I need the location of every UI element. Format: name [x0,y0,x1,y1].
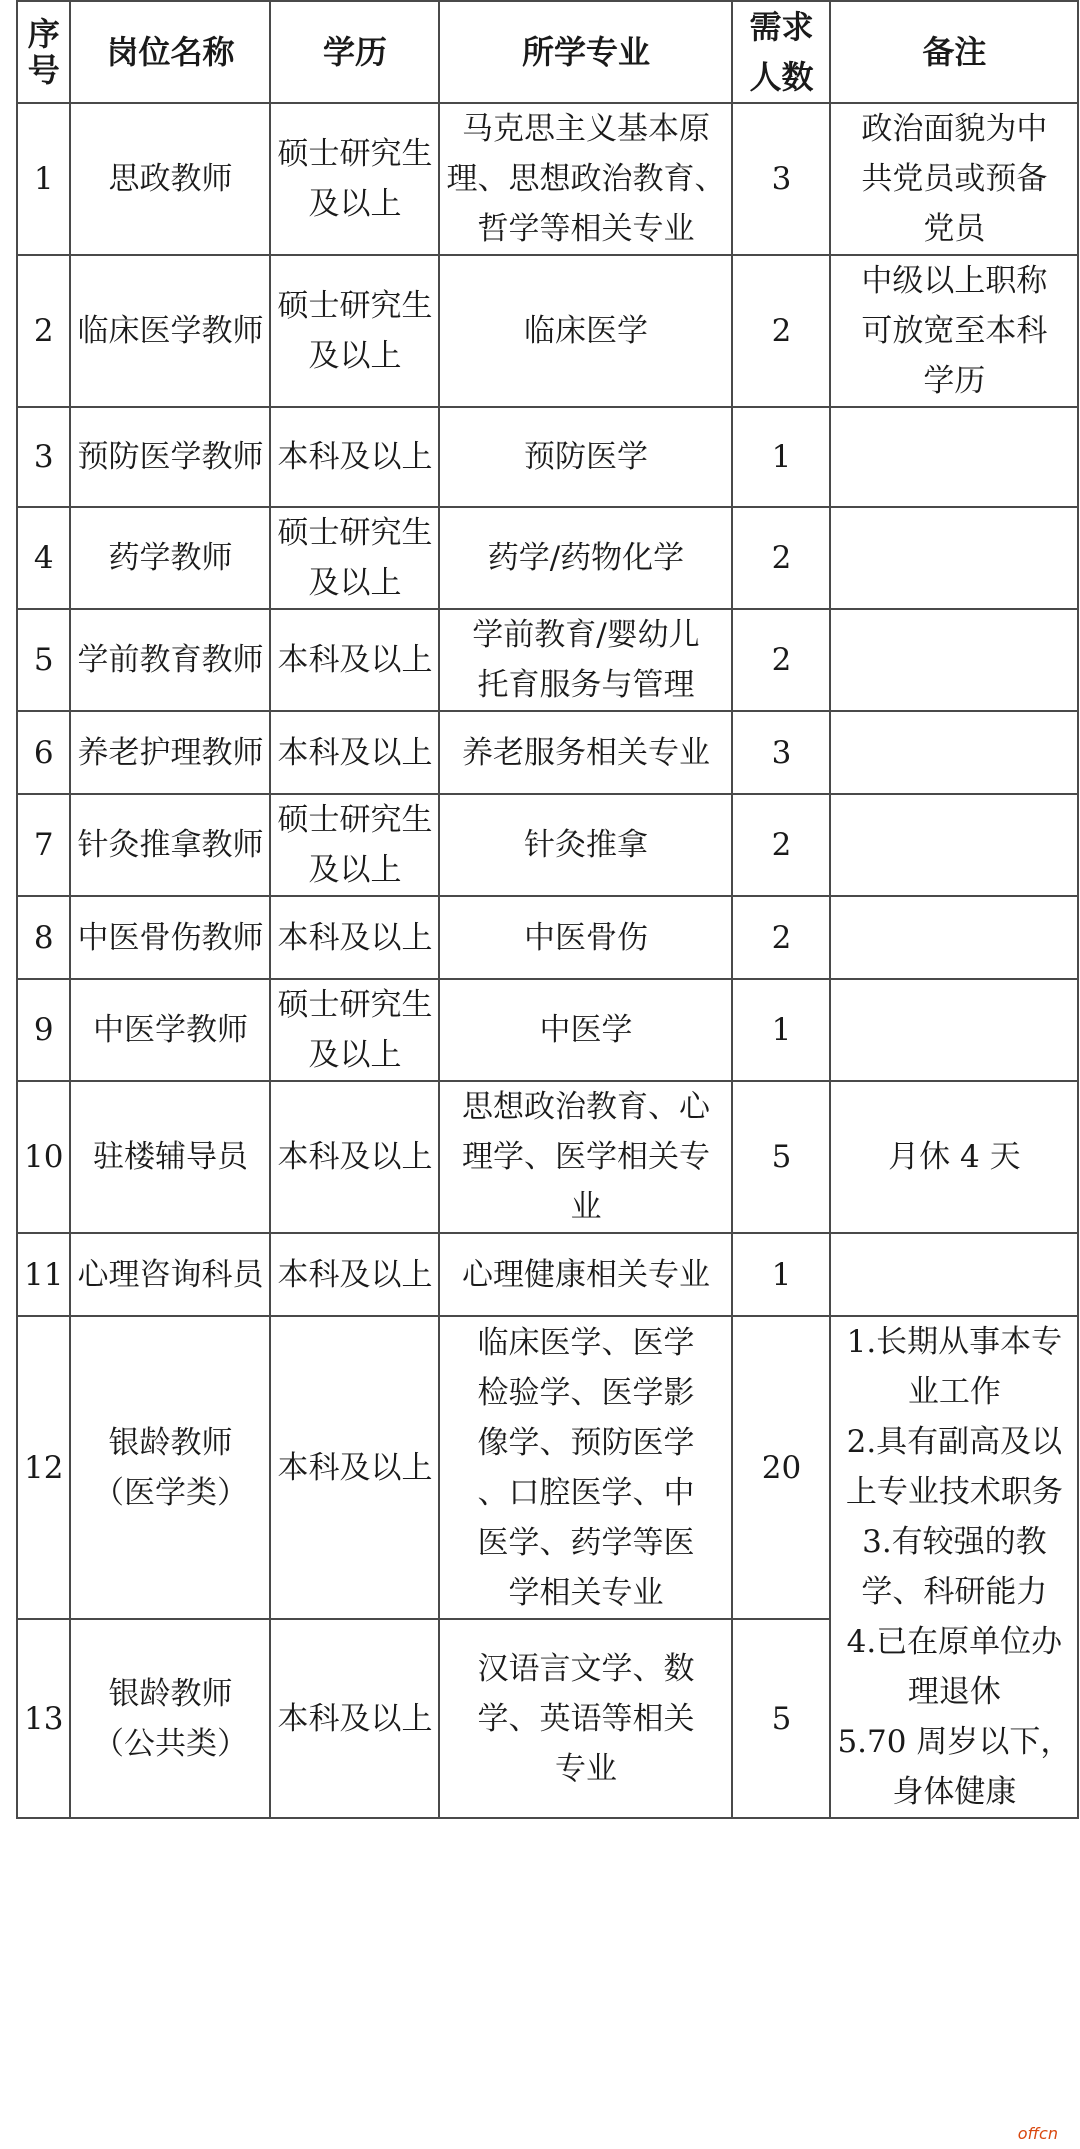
table-row [17,794,1078,896]
cell-position-line: 中医骨伤教师 [77,919,264,956]
cell-position [70,1233,270,1316]
cell-position-line: 银龄教师 [108,1424,233,1461]
cell-education [270,979,439,1081]
cell-count: 2 [732,609,830,711]
table-row [17,507,1078,609]
table-row [17,979,1078,1081]
cell-note [830,407,1078,507]
cell-education-line: 本科及以上 [277,1700,433,1737]
cell-education [270,711,439,794]
cell-major-line: 预防医学 [523,439,648,475]
cell-index: 9 [17,979,70,1081]
cell-education-line: 及以上 [308,852,402,888]
cell-education-line: 本科及以上 [277,734,433,771]
cell-major-line: 针灸推拿 [523,827,648,863]
cell-note [830,794,1078,896]
cell-note-line: 共党员或预备 [861,161,1048,197]
cell-major-line: 马克思主义基本原 [461,111,710,147]
cell-count: 3 [732,711,830,794]
cell-major-line: 托育服务与管理 [477,667,695,703]
header-note: 备注 [830,1,1078,103]
header-education: 学历 [270,1,439,103]
cell-major-line: 心理健康相关专业 [461,1256,710,1293]
cell-position-line: 驻楼辅导员 [92,1139,248,1175]
cell-major [439,507,732,609]
cell-major-line: 专业 [554,1750,617,1787]
cell-education-line: 及以上 [308,565,402,601]
cell-major [439,1316,732,1619]
cell-education-line: 硕士研究生 [277,802,433,838]
table-row [17,711,1078,794]
cell-major [439,609,732,711]
cell-note [830,896,1078,979]
cell-position-line: 学前教育教师 [77,642,264,678]
cell-major-line: 学相关专业 [508,1574,664,1611]
cell-position-line: 中医学教师 [92,1012,248,1048]
cell-education [270,1316,439,1619]
cell-position-line: （医学类） [92,1474,248,1511]
header-major: 所学专业 [439,1,732,103]
cell-major [439,407,732,507]
table-row [17,103,1078,255]
cell-position-line: 临床医学教师 [77,313,264,349]
cell-position [70,609,270,711]
cell-major-line: 学前教育/婴幼儿 [472,617,700,653]
cell-note [830,507,1078,609]
cell-education [270,507,439,609]
cell-note-line: 可放宽至本科 [861,313,1048,349]
cell-note-line: 月休 4 天 [888,1139,1021,1175]
cell-note-line: 上专业技术职务 [845,1474,1063,1510]
cell-education [270,1081,439,1233]
cell-major-line: 业 [570,1189,602,1225]
table-row [17,1316,1078,1619]
cell-count: 2 [732,896,830,979]
table-body [17,103,1078,1818]
cell-major-line: 养老服务相关专业 [461,734,710,771]
table-row [17,255,1078,407]
cell-position [70,1316,270,1619]
header-position: 岗位名称 [70,1,270,103]
cell-note [830,1081,1078,1233]
cell-note-line: 4.已在原单位办 [846,1624,1063,1660]
cell-major [439,711,732,794]
cell-count: 3 [732,103,830,255]
cell-major-line: 药学/药物化学 [487,540,685,576]
cell-major [439,255,732,407]
cell-education-line: 硕士研究生 [277,288,433,324]
cell-note [830,711,1078,794]
cell-major [439,979,732,1081]
table-row [17,1233,1078,1316]
cell-major-line: 哲学等相关专业 [477,211,695,247]
cell-education [270,609,439,711]
cell-education-line: 本科及以上 [277,919,433,956]
cell-major-line: 检验学、医学影 [477,1374,695,1411]
cell-position-line: 银龄教师 [108,1675,233,1712]
cell-index: 4 [17,507,70,609]
cell-count: 20 [732,1316,830,1619]
table-row [17,609,1078,711]
cell-major [439,896,732,979]
cell-index: 3 [17,407,70,507]
table-row [17,1081,1078,1233]
cell-education [270,1619,439,1818]
cell-position [70,711,270,794]
cell-major-line: 思想政治教育、心 [461,1089,710,1125]
cell-major-line: 医学、药学等医 [477,1524,695,1561]
cell-position [70,1081,270,1233]
cell-major-line: 理、思想政治教育、 [446,161,726,197]
cell-education-line: 及以上 [308,1037,402,1073]
cell-note-line: 2.具有副高及以 [846,1424,1063,1460]
cell-index: 1 [17,103,70,255]
cell-major-line: 中医学 [539,1012,633,1048]
cell-count: 2 [732,794,830,896]
cell-position-line: 心理咨询科员 [77,1256,264,1293]
cell-major-line: 像学、预防医学 [477,1424,695,1461]
cell-index: 7 [17,794,70,896]
cell-count: 2 [732,507,830,609]
cell-major-line: 汉语言文学、数 [477,1650,695,1687]
cell-education [270,255,439,407]
cell-index: 13 [17,1619,70,1818]
table-row [17,896,1078,979]
cell-index: 11 [17,1233,70,1316]
cell-education-line: 本科及以上 [277,1139,433,1175]
cell-index: 8 [17,896,70,979]
cell-education-line: 本科及以上 [277,1449,433,1486]
cell-major-line: 、口腔医学、中 [477,1474,695,1511]
cell-education [270,896,439,979]
cell-education [270,794,439,896]
watermark-logo: offcn [1017,2124,1058,2143]
cell-index: 2 [17,255,70,407]
cell-index: 6 [17,711,70,794]
cell-education-line: 及以上 [308,186,402,222]
cell-position [70,407,270,507]
cell-major-line: 中医骨伤 [523,919,648,956]
cell-position [70,979,270,1081]
cell-position-line: （公共类） [92,1725,248,1762]
cell-major [439,1619,732,1818]
cell-major-line: 临床医学 [523,313,648,349]
header-index: 序 号 [17,1,70,103]
cell-note [830,609,1078,711]
header-row [17,1,1078,103]
table-row [17,407,1078,507]
cell-education-line: 硕士研究生 [277,136,433,172]
cell-note-line: 业工作 [907,1374,1001,1410]
cell-index: 5 [17,609,70,711]
cell-count: 5 [732,1081,830,1233]
cell-note [830,979,1078,1081]
cell-position [70,255,270,407]
cell-note-line: 1.长期从事本专 [846,1324,1063,1360]
cell-education-line: 硕士研究生 [277,515,433,551]
cell-education [270,407,439,507]
cell-count: 5 [732,1619,830,1818]
cell-education [270,103,439,255]
cell-note-line: 理退休 [907,1674,1001,1710]
cell-note-line: 3.有较强的教 [862,1524,1047,1560]
cell-count: 2 [732,255,830,407]
cell-position-line: 药学教师 [108,540,233,576]
cell-position-line: 思政教师 [108,161,233,197]
cell-position-line: 预防医学教师 [77,439,264,475]
cell-education-line: 硕士研究生 [277,987,433,1023]
cell-major [439,1233,732,1316]
cell-education-line: 本科及以上 [277,642,433,678]
cell-note-line: 党员 [923,211,986,247]
cell-note [830,1316,1078,1818]
cell-position-line: 针灸推拿教师 [77,827,264,863]
cell-major-line: 理学、医学相关专 [461,1139,710,1175]
cell-note [830,255,1078,407]
cell-note-line: 学、科研能力 [861,1574,1048,1610]
cell-education-line: 及以上 [308,338,402,374]
cell-position [70,103,270,255]
cell-position [70,1619,270,1818]
cell-index: 12 [17,1316,70,1619]
cell-note [830,1233,1078,1316]
cell-count: 1 [732,1233,830,1316]
cell-count: 1 [732,407,830,507]
cell-note-line: 身体健康 [892,1774,1017,1810]
cell-position [70,507,270,609]
cell-note [830,103,1078,255]
cell-note-line: 中级以上职称 [861,263,1048,299]
cell-major-line: 学、英语等相关 [477,1700,695,1737]
cell-position-line: 养老护理教师 [77,734,264,771]
cell-note-line: 学历 [923,363,986,399]
cell-position [70,896,270,979]
cell-index: 10 [17,1081,70,1233]
recruitment-table [16,0,1079,1819]
cell-education [270,1233,439,1316]
cell-note-line: 政治面貌为中 [861,111,1048,147]
cell-note-line: 5.70 周岁以下， [837,1724,1072,1760]
cell-position [70,794,270,896]
cell-count: 1 [732,979,830,1081]
header-count: 需求人数 [732,1,830,103]
cell-major [439,1081,732,1233]
cell-education-line: 本科及以上 [277,1256,433,1293]
cell-major-line: 临床医学、医学 [477,1324,695,1361]
cell-education-line: 本科及以上 [277,439,433,475]
cell-major [439,794,732,896]
cell-major [439,103,732,255]
